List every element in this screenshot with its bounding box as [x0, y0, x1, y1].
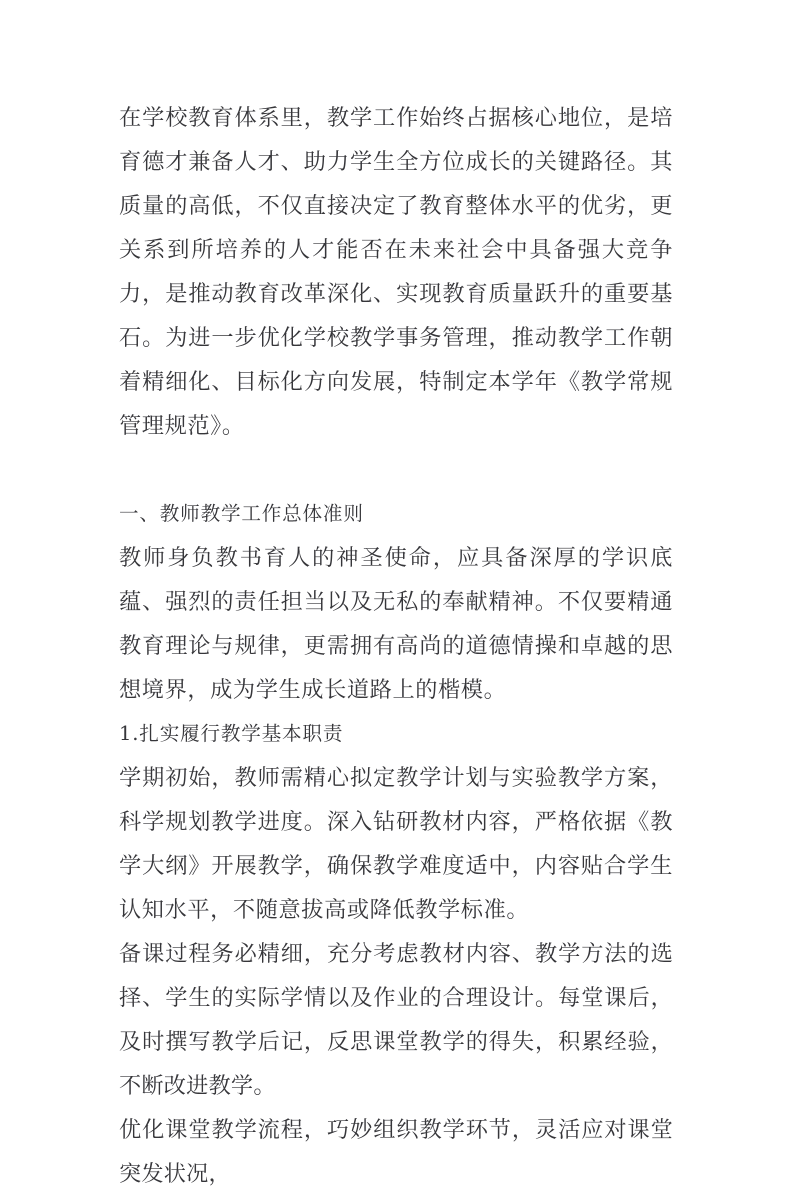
document-text-body — [119, 96, 673, 1196]
item-one-paragraph-c: 优化课堂教学流程，巧妙组织教学环节，灵活应对课堂突发状况， — [119, 1117, 673, 1187]
section-one-paragraph: 教师身负教书育人的神圣使命，应具备深厚的学识底蕴、强烈的责任担当以及无私的奉献精神。不仅要精通教育理论与规律，更需拥有高尚的道德情操和卓越的思想境界，成为学生成长道路上的楷模。 — [119, 545, 673, 703]
section-heading-one: 一、教师教学工作总体准则 — [119, 502, 364, 525]
intro-paragraph: 在学校教育体系里，教学工作始终占据核心地位，是培育德才兼备人才、助力学生全方位成长的关键路径。其质量的高低，不仅直接决定了教育整体水平的优劣，更关系到所培养的人才能否在未来社会中具备强大竞争力，是推动教育改革深化、实现教育质量跃升的重要基石。为进一步优化学校教学事务管理，推动教学工作朝着精细化、目标化方向发展，特制定本学年《教学常规管理规范》。 — [119, 105, 673, 439]
item-one-paragraph-b: 备课过程务必精细，充分考虑教材内容、教学方法的选择、学生的实际学情以及作业的合理设计。每堂课后，及时撰写教学后记，反思课堂教学的得失，积累经验，不断改进教学。 — [119, 941, 673, 1099]
item-one-paragraph-a: 学期初始，教师需精心拟定教学计划与实验教学方案，科学规划教学进度。深入钻研教材内容，严格依据《教学大纲》开展教学，确保教学难度适中，内容贴合学生认知水平，不随意拔高或降低教学标准。 — [119, 765, 673, 923]
item-heading-one: 1.扎实履行教学基本职责 — [119, 722, 344, 745]
